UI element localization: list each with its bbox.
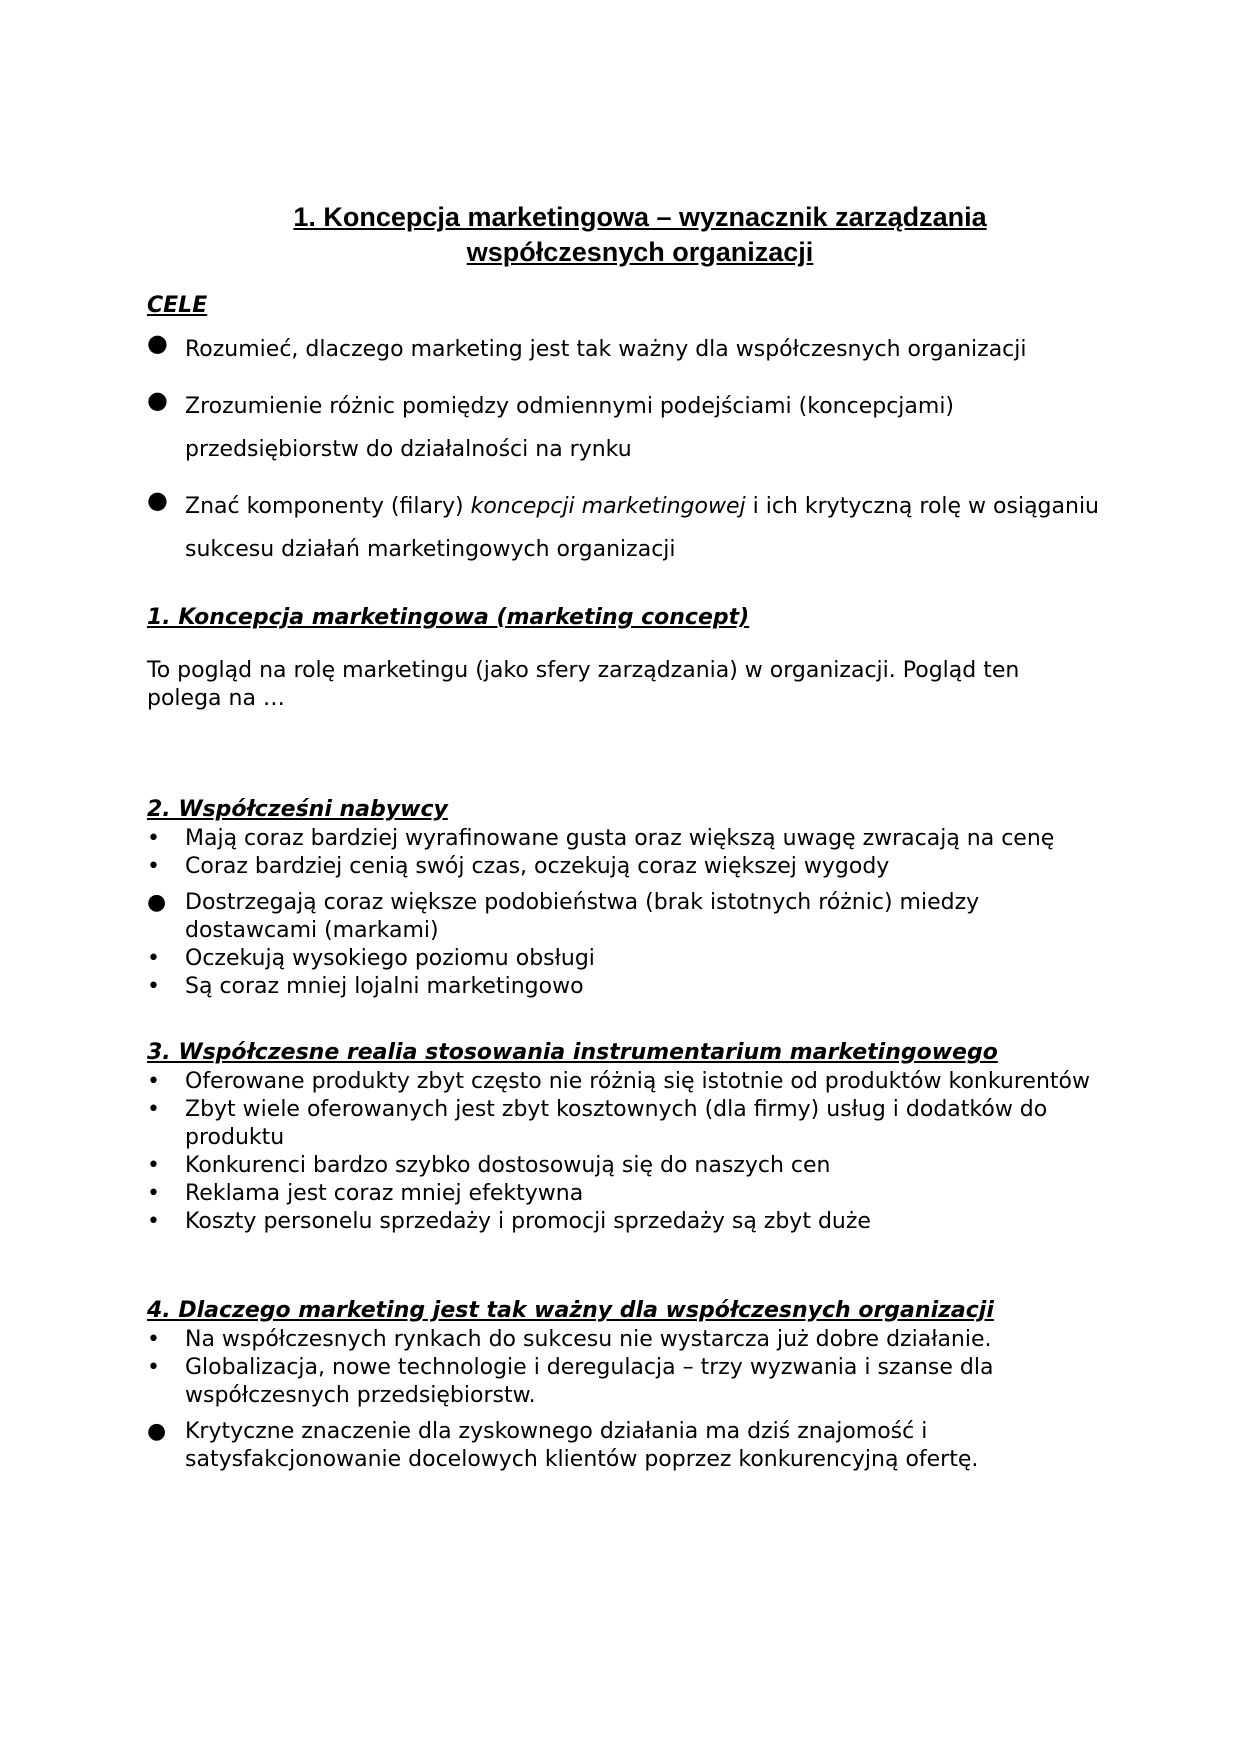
- document-title: [0, 200, 1240, 270]
- section-4-heading: 4. Dlaczego marketing jest tak ważny dla współczesnych organizacji: [147, 1298, 994, 1323]
- title-line-2: współczesnych organizacji: [466, 237, 814, 267]
- bullet-icon: •: [147, 1181, 160, 1206]
- bullet-icon: ●: [147, 486, 168, 514]
- list-item: • Globalizacja, nowe technologie i deregulacja – trzy wyzwania i szanse dla współczesnych przedsiębiorstw.: [147, 1355, 994, 1408]
- section-4-list: [147, 1326, 1107, 1474]
- list-item: ● Znać komponenty (filary) koncepcji marketingowej i ich krytyczną rolę w osiąganiu sukcesu działań marketingowych organizacji: [147, 485, 1107, 571]
- list-item: ● Zrozumienie różnic pomiędzy odmiennymi podejściami (koncepcjami) przedsiębiorstw do działalności na rynku: [147, 385, 1107, 471]
- list-item: • Konkurenci bardzo szybko dostosowują się do naszych cen: [147, 1153, 831, 1178]
- bullet-icon: •: [147, 854, 160, 879]
- bullet-icon: ●: [147, 386, 168, 414]
- bullet-icon: •: [147, 826, 160, 851]
- list-item: ● Krytyczne znaczenie dla zyskownego działania ma dziś znajomość i satysfakcjonowanie docelowych klientów poprzez konkurencyjną ofertę.: [147, 1419, 979, 1472]
- list-item: • Oczekują wysokiego poziomu obsługi: [147, 946, 595, 971]
- bullet-icon: ●: [147, 329, 168, 357]
- section-1-heading: 1. Koncepcja marketingowa (marketing concept): [147, 605, 750, 630]
- bullet-icon: ●: [147, 890, 167, 915]
- cele-heading: CELE: [147, 293, 208, 318]
- bullet-icon: •: [147, 1327, 160, 1352]
- bullet-icon: •: [147, 1209, 160, 1234]
- bullet-icon: •: [147, 1097, 160, 1122]
- bullet-icon: •: [147, 974, 160, 999]
- bullet-icon: •: [147, 1153, 160, 1178]
- list-item: • Oferowane produkty zbyt często nie różnią się istotnie od produktów konkurentów: [147, 1069, 1090, 1094]
- section-1-text: To pogląd na rolę marketingu (jako sfery zarządzania) w organizacji. Pogląd ten polega na …: [147, 658, 1020, 711]
- list-item: • Są coraz mniej lojalni marketingowo: [147, 974, 584, 999]
- section-3-list: [147, 1068, 1107, 1236]
- list-item: • Koszty personelu sprzedaży i promocji sprzedaży są zbyt duże: [147, 1209, 871, 1234]
- bullet-icon: •: [147, 1069, 160, 1094]
- bullet-icon: ●: [147, 1419, 167, 1444]
- bullet-icon: •: [147, 946, 160, 971]
- list-item: ● Rozumieć, dlaczego marketing jest tak ważny dla współczesnych organizacji: [147, 328, 1107, 371]
- cele-list: [147, 328, 1107, 585]
- section-2-heading: 2. Współcześni nabywcy: [147, 797, 448, 822]
- list-item: • Mają coraz bardziej wyrafinowane gusta oraz większą uwagę zwracają na cenę: [147, 826, 1055, 851]
- list-item: • Zbyt wiele oferowanych jest zbyt kosztownych (dla firmy) usług i dodatków do produktu: [147, 1097, 1048, 1150]
- section-3-heading: 3. Współczesne realia stosowania instrumentarium marketingowego: [147, 1040, 998, 1065]
- list-item: ● Dostrzegają coraz większe podobieństwa (brak istotnych różnic) miedzy dostawcami (markami): [147, 890, 980, 943]
- bullet-icon: •: [147, 1355, 160, 1380]
- title-line-1: 1. Koncepcja marketingowa – wyznacznik zarządzania: [293, 202, 987, 232]
- list-item: • Na współczesnych rynkach do sukcesu nie wystarcza już dobre działanie.: [147, 1327, 992, 1352]
- section-2-list: [147, 825, 1107, 1001]
- list-item: • Coraz bardziej cenią swój czas, oczekują coraz większej wygody: [147, 854, 890, 879]
- list-item: • Reklama jest coraz mniej efektywna: [147, 1181, 584, 1206]
